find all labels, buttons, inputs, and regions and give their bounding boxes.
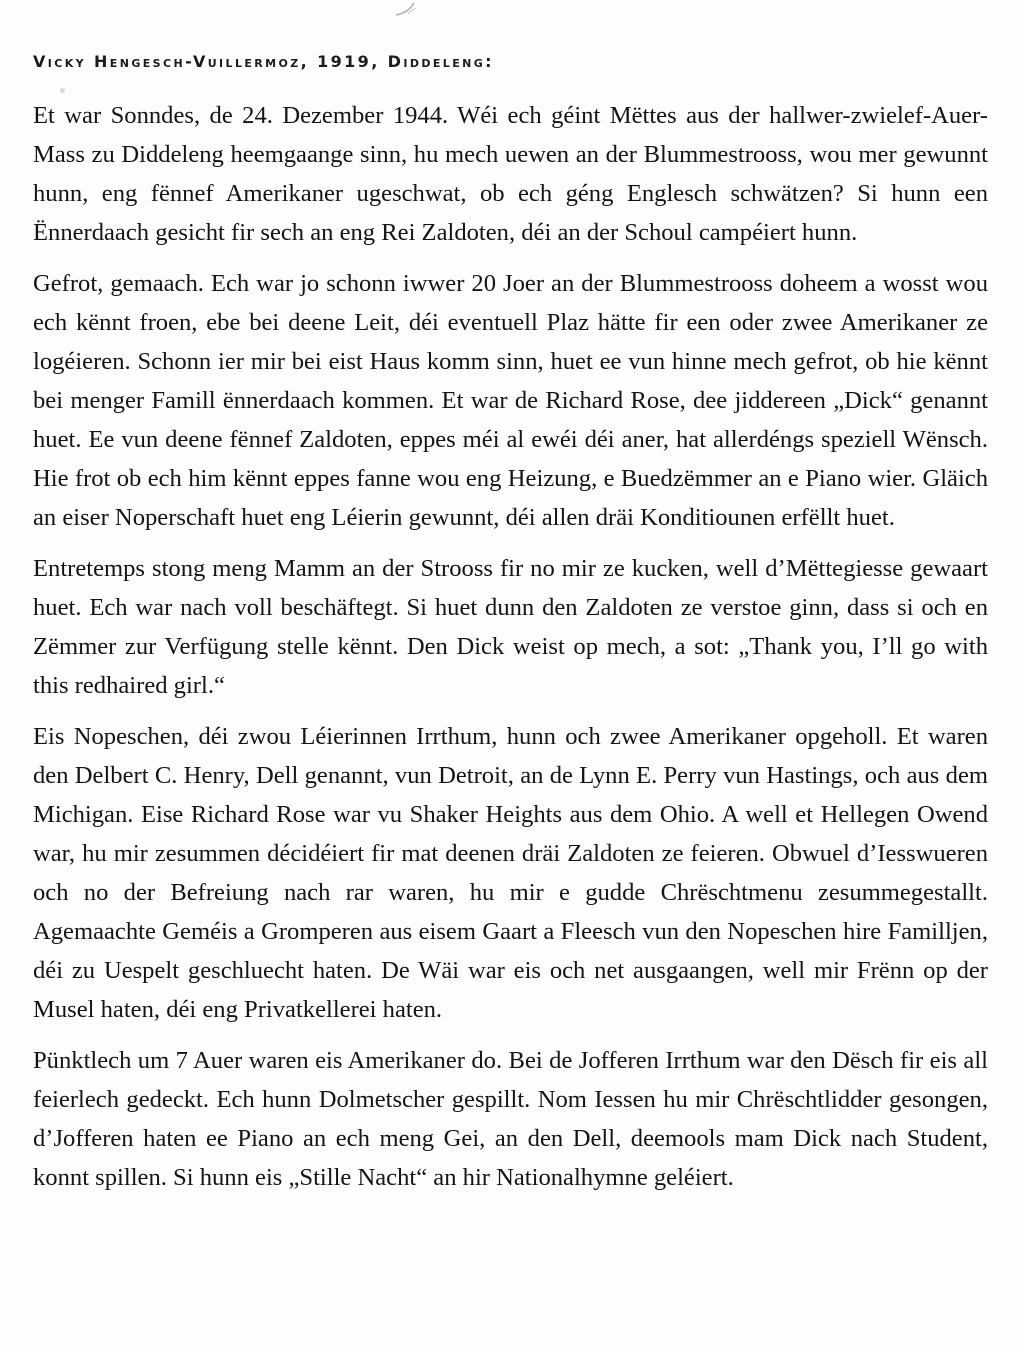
- paragraph-1: Et war Sonndes, de 24. Dezember 1944. Wéi ech géint Mëttes aus der hallwer-zwielef-Auer-Mass zu Diddeleng heemgaange sinn, hu mech uewen an der Blummestrooss, wou mer gewunnt hunn, eng fënnef Amerikaner ugeschwat, ob ech géng Englesch schwätzen? Si hunn een Ënnerdaach gesicht fir sech an eng Rei Zaldoten, déi an der Schoul campéiert hunn.: [33, 102, 988, 246]
- testimony-body: [33, 96, 988, 1197]
- scan-speck: [60, 88, 65, 93]
- paragraph-3: Entretemps stong meng Mamm an der Strooss fir no mir ze kucken, well d’Mëttegiesse gewaart huet. Ech war nach voll beschäftegt. Si huet dunn den Zaldoten ze verstoe ginn, dass si och en Zëmmer zur Verfügung stelle kënnt. Den Dick weist op mech, a sot: „Thank you, I’ll go with this redhaired girl.“: [33, 555, 988, 699]
- paragraph-4: Eis Nopeschen, déi zwou Léierinnen Irrthum, hunn och zwee Amerikaner opgeholl. Et waren den Delbert C. Henry, Dell genannt, vun Detroit, an de Lynn E. Perry vun Hastings, och aus dem Michigan. Eise Richard Rose war vu Shaker Heights aus dem Ohio. A well et Hellegen Owend war, hu mir zesummen décidéiert fir mat deenen dräi Zaldoten ze feieren. Obwuel d’Iesswueren och no der Befreiung nach rar waren, hu mir e gudde Chrëschtmenu zesummegestallt. Agemaachte Geméis a Gromperen aus eisem Gaart a Fleesch vun den Nopeschen hire Familljen, déi zu Uespelt geschluecht haten. De Wäi war eis och net ausgaangen, well mir Frënn op der Musel haten, déi eng Privatkellerei haten.: [33, 723, 988, 1023]
- scan-mark-icon: [394, 2, 420, 18]
- paragraph-5: Pünktlech um 7 Auer waren eis Amerikaner do. Bei de Jofferen Irrthum war den Dësch fir eis all feierlech gedeckt. Ech hunn Dolmetscher gespillt. Nom Iessen hu mir Chrëschtlidder gesongen, d’Jofferen haten ee Piano an ech meng Gei, an den Dell, deemools mam Dick nach Student, konnt spillen. Si hunn eis „Stille Nacht“ an hir Nationalhymne geléiert.: [33, 1047, 988, 1191]
- testimony-heading: Vicky Hengesch-Vuillermoz, 1919, Diddeleng:: [33, 52, 494, 71]
- paragraph-2: Gefrot, gemaach. Ech war jo schonn iwwer 20 Joer an der Blummestrooss doheem a wosst wou ech kënnt froen, ebe bei deene Leit, déi eventuell Plaz hätte fir een oder zwee Amerikaner ze logéieren. Schonn ier mir bei eist Haus komm sinn, huet ee vun hinne mech gefrot, ob hie kënnt bei menger Famill ënnerdaach kommen. Et war de Richard Rose, dee jiddereen „Dick“ genannt huet. Ee vun deene fënnef Zaldoten, eppes méi al ewéi déi aner, hat allerdéngs speziell Wënsch. Hie frot ob ech him kënnt eppes fanne wou eng Heizung, e Buedzëmmer an e Piano wier. Gläich an eiser Noperschaft huet eng Léierin gewunnt, déi allen dräi Konditiounen erfëllt huet.: [33, 270, 988, 531]
